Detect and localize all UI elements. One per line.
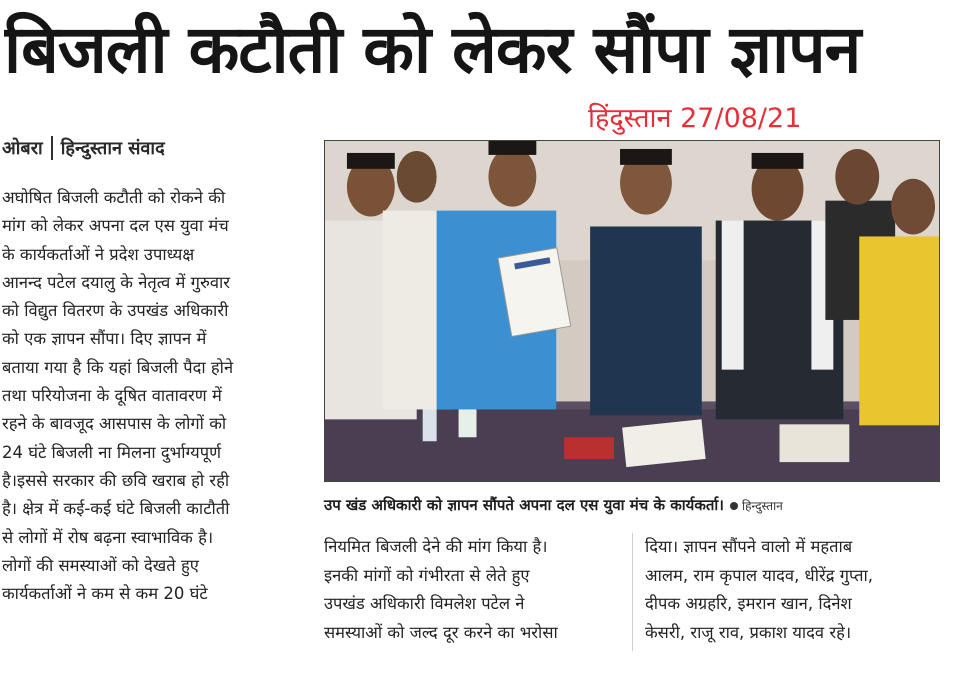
dateline-separator bbox=[51, 136, 53, 160]
text-line: समस्याओं को जल्द दूर करने का भरोसा bbox=[324, 622, 558, 642]
text-line: आनन्द पटेल दयालु के नेतृत्व में गुरुवार bbox=[2, 272, 231, 292]
text-line: को विद्युत वितरण के उपखंड अधिकारी bbox=[2, 301, 229, 321]
text-line: उपखंड अधिकारी विमलेश पटेल ने bbox=[324, 594, 525, 613]
text-line: 24 घंटे बिजली ना मिलना दुर्भाग्यपूर्ण bbox=[2, 442, 222, 462]
article-column-right bbox=[645, 533, 943, 647]
text-line: है। क्षेत्र में कई-कई घंटे बिजली काटौती bbox=[2, 499, 230, 519]
text-line: से लोगों में रोष बढ़ना स्वाभाविक है। bbox=[2, 527, 214, 547]
article-column-middle bbox=[324, 533, 622, 647]
text-line: रहने के बावजूद आसपास के लोगों को bbox=[2, 414, 227, 434]
dateline-source: हिन्दुस्तान संवाद bbox=[60, 138, 165, 159]
dateline bbox=[2, 133, 165, 163]
date-stamp: हिंदुस्तान 27/08/21 bbox=[588, 103, 802, 134]
text-line: केसरी, राजू राव, प्रकाश यादव रहे। bbox=[645, 622, 852, 642]
text-line: इनकी मांगों को गंभीरता से लेते हुए bbox=[324, 565, 530, 585]
caption-text: उप खंड अधिकारी को ज्ञापन सौंपते अपना दल एस युवा मंच के कार्यकर्ता। bbox=[324, 496, 724, 514]
news-photo bbox=[324, 140, 940, 482]
text-line: बताया गया है कि यहां बिजली पैदा होने bbox=[2, 357, 234, 377]
news-photo-illustration bbox=[325, 141, 939, 481]
text-line: तथा परियोजना के दूषित वातावरण में bbox=[2, 386, 222, 406]
text-line: को एक ज्ञापन सौंपा। दिए ज्ञापन में bbox=[2, 329, 207, 349]
text-line: लोगों की समस्याओं को देखते हुए bbox=[2, 555, 199, 575]
text-line: अघोषित बिजली कटौती को रोकने की bbox=[2, 188, 226, 207]
text-line: दिया। ज्ञापन सौंपने वालो में महताब bbox=[645, 537, 853, 556]
photo-caption bbox=[324, 492, 940, 518]
text-line: कार्यकर्ताओं ने कम से कम 20 घंटे bbox=[2, 584, 208, 604]
bullet-icon bbox=[730, 502, 738, 510]
text-line: के कार्यकर्ताओं ने प्रदेश उपाध्यक्ष bbox=[2, 244, 195, 264]
column-divider bbox=[632, 533, 633, 651]
dateline-location: ओबरा bbox=[2, 138, 43, 159]
text-line: नियमित बिजली देने की मांग किया है। bbox=[324, 537, 548, 556]
text-line: है।इससे सरकार की छवि खराब हो रही bbox=[2, 470, 230, 490]
text-line: मांग को लेकर अपना दल एस युवा मंच bbox=[2, 216, 229, 236]
article-column-left bbox=[2, 184, 298, 608]
photo-credit-text: हिन्दुस्तान bbox=[742, 498, 783, 513]
headline: बिजली कटौती को लेकर सौंपा ज्ञापन bbox=[4, 11, 861, 88]
text-line: आलम, राम कृपाल यादव, धीरेंद्र गुप्ता, bbox=[645, 565, 874, 585]
text-line: दीपक अग्रहरि, इमरान खान, दिनेश bbox=[645, 594, 852, 613]
photo-credit bbox=[730, 497, 783, 514]
